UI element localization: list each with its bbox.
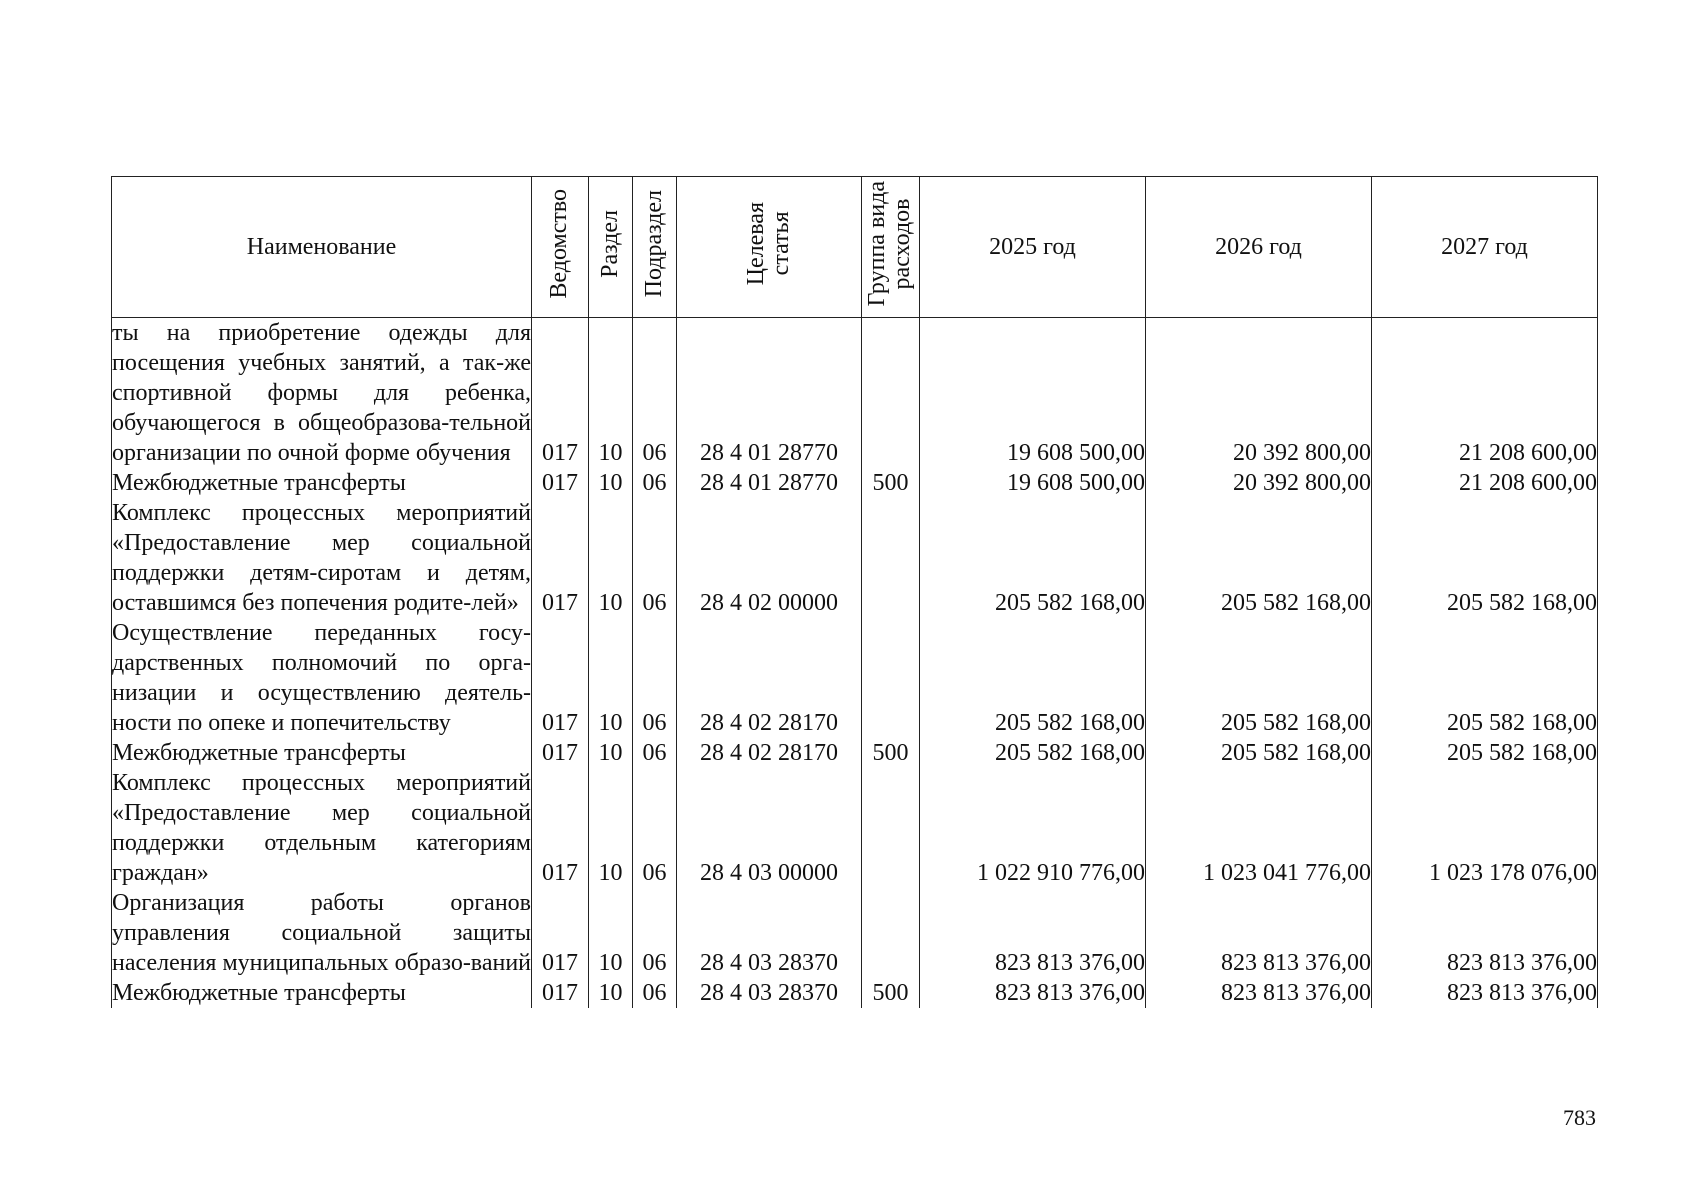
table-row [112,978,1598,1008]
cell-podrazdel: 06 [633,468,677,498]
cell-2025: 205 582 168,00 [920,738,1146,768]
cell-2027: 823 813 376,00 [1372,978,1598,1008]
cell-vedomstvo: 017 [532,978,589,1008]
col-header-vedomstvo: Ведомство [532,177,589,318]
cell-razdel: 10 [589,498,633,618]
cell-2026: 823 813 376,00 [1146,888,1372,978]
cell-2027: 823 813 376,00 [1372,888,1598,978]
cell-2025: 19 608 500,00 [920,318,1146,469]
cell-target: 28 4 03 28370 [677,978,862,1008]
cell-vedomstvo: 017 [532,768,589,888]
cell-2026: 205 582 168,00 [1146,738,1372,768]
cell-2025: 205 582 168,00 [920,618,1146,738]
cell-razdel: 10 [589,738,633,768]
cell-2027: 1 023 178 076,00 [1372,768,1598,888]
table-row [112,468,1598,498]
cell-2027: 205 582 168,00 [1372,738,1598,768]
cell-2026: 205 582 168,00 [1146,618,1372,738]
cell-vedomstvo: 017 [532,498,589,618]
cell-vedomstvo: 017 [532,318,589,469]
table-row [112,768,1598,888]
header-row [112,177,1598,318]
cell-vedomstvo: 017 [532,888,589,978]
cell-group [862,318,920,469]
cell-vedomstvo: 017 [532,738,589,768]
cell-2025: 823 813 376,00 [920,888,1146,978]
cell-podrazdel: 06 [633,738,677,768]
cell-2025: 1 022 910 776,00 [920,768,1146,888]
col-header-group: Группа вида расходов [862,177,920,318]
cell-name: Комплекс процессных мероприятий «Предоставление мер социальной поддержки детям-сиротам и детям, оставшимся без попечения родите-лей» [112,500,531,616]
cell-2026: 205 582 168,00 [1146,498,1372,618]
cell-razdel: 10 [589,768,633,888]
cell-podrazdel: 06 [633,888,677,978]
table-row [112,888,1598,978]
cell-target: 28 4 01 28770 [677,468,862,498]
cell-podrazdel: 06 [633,768,677,888]
cell-2027: 205 582 168,00 [1372,498,1598,618]
cell-target: 28 4 03 28370 [677,888,862,978]
cell-name: Организация работы органов управления социальной защиты населения муниципальных образо-ваний [112,890,532,976]
cell-target: 28 4 02 28170 [677,738,862,768]
cell-2027: 21 208 600,00 [1372,318,1598,469]
cell-2027: 205 582 168,00 [1372,618,1598,738]
col-header-2026: 2026 год [1146,177,1372,318]
cell-name: Межбюджетные трансферты [112,978,532,1008]
table-row [112,738,1598,768]
cell-razdel: 10 [589,318,633,469]
cell-group [862,768,920,888]
page-number: 783 [1563,1105,1596,1130]
cell-name: Осуществление переданных госу-дарственных полномочий по орга-низации и осуществлению деятель-ности по опеке и попечительству [112,620,531,736]
cell-podrazdel: 06 [633,618,677,738]
col-header-2025: 2025 год [920,177,1146,318]
cell-group: 500 [862,738,920,768]
cell-2025: 19 608 500,00 [920,468,1146,498]
cell-razdel: 10 [589,618,633,738]
cell-group [862,618,920,738]
col-header-target: Целевая статья [677,177,862,318]
cell-name: Межбюджетные трансферты [112,738,532,768]
cell-2025: 823 813 376,00 [920,978,1146,1008]
cell-razdel: 10 [589,888,633,978]
cell-razdel: 10 [589,468,633,498]
cell-target: 28 4 03 00000 [677,768,862,888]
cell-2027: 21 208 600,00 [1372,468,1598,498]
cell-target: 28 4 02 28170 [677,618,862,738]
cell-podrazdel: 06 [633,318,677,469]
cell-2026: 20 392 800,00 [1146,468,1372,498]
cell-group [862,888,920,978]
table-row [112,618,1598,738]
cell-target: 28 4 01 28770 [677,318,862,469]
cell-podrazdel: 06 [633,978,677,1008]
col-header-razdel: Раздел [589,177,633,318]
budget-table [111,176,1598,1008]
cell-2026: 1 023 041 776,00 [1146,768,1372,888]
col-header-podrazdel: Подраздел [633,177,677,318]
cell-name: ты на приобретение одежды для посещения учебных занятий, а так-же спортивной формы для ребенка, обучающегося в общеобразова-тельной организации по очной форме обучения [112,318,532,469]
cell-group: 500 [862,468,920,498]
cell-2026: 823 813 376,00 [1146,978,1372,1008]
cell-group [862,498,920,618]
col-header-name: Наименование [112,177,532,318]
cell-name: Комплекс процессных мероприятий «Предоставление мер социальной поддержки отдельным категориям граждан» [112,770,531,886]
cell-razdel: 10 [589,978,633,1008]
cell-vedomstvo: 017 [532,618,589,738]
table-row [112,318,1598,469]
cell-2025: 205 582 168,00 [920,498,1146,618]
col-header-2027: 2027 год [1372,177,1598,318]
table-row [112,498,1598,618]
cell-name: Межбюджетные трансферты [112,468,532,498]
cell-podrazdel: 06 [633,498,677,618]
cell-vedomstvo: 017 [532,468,589,498]
cell-target: 28 4 02 00000 [677,498,862,618]
cell-2026: 20 392 800,00 [1146,318,1372,469]
cell-group: 500 [862,978,920,1008]
